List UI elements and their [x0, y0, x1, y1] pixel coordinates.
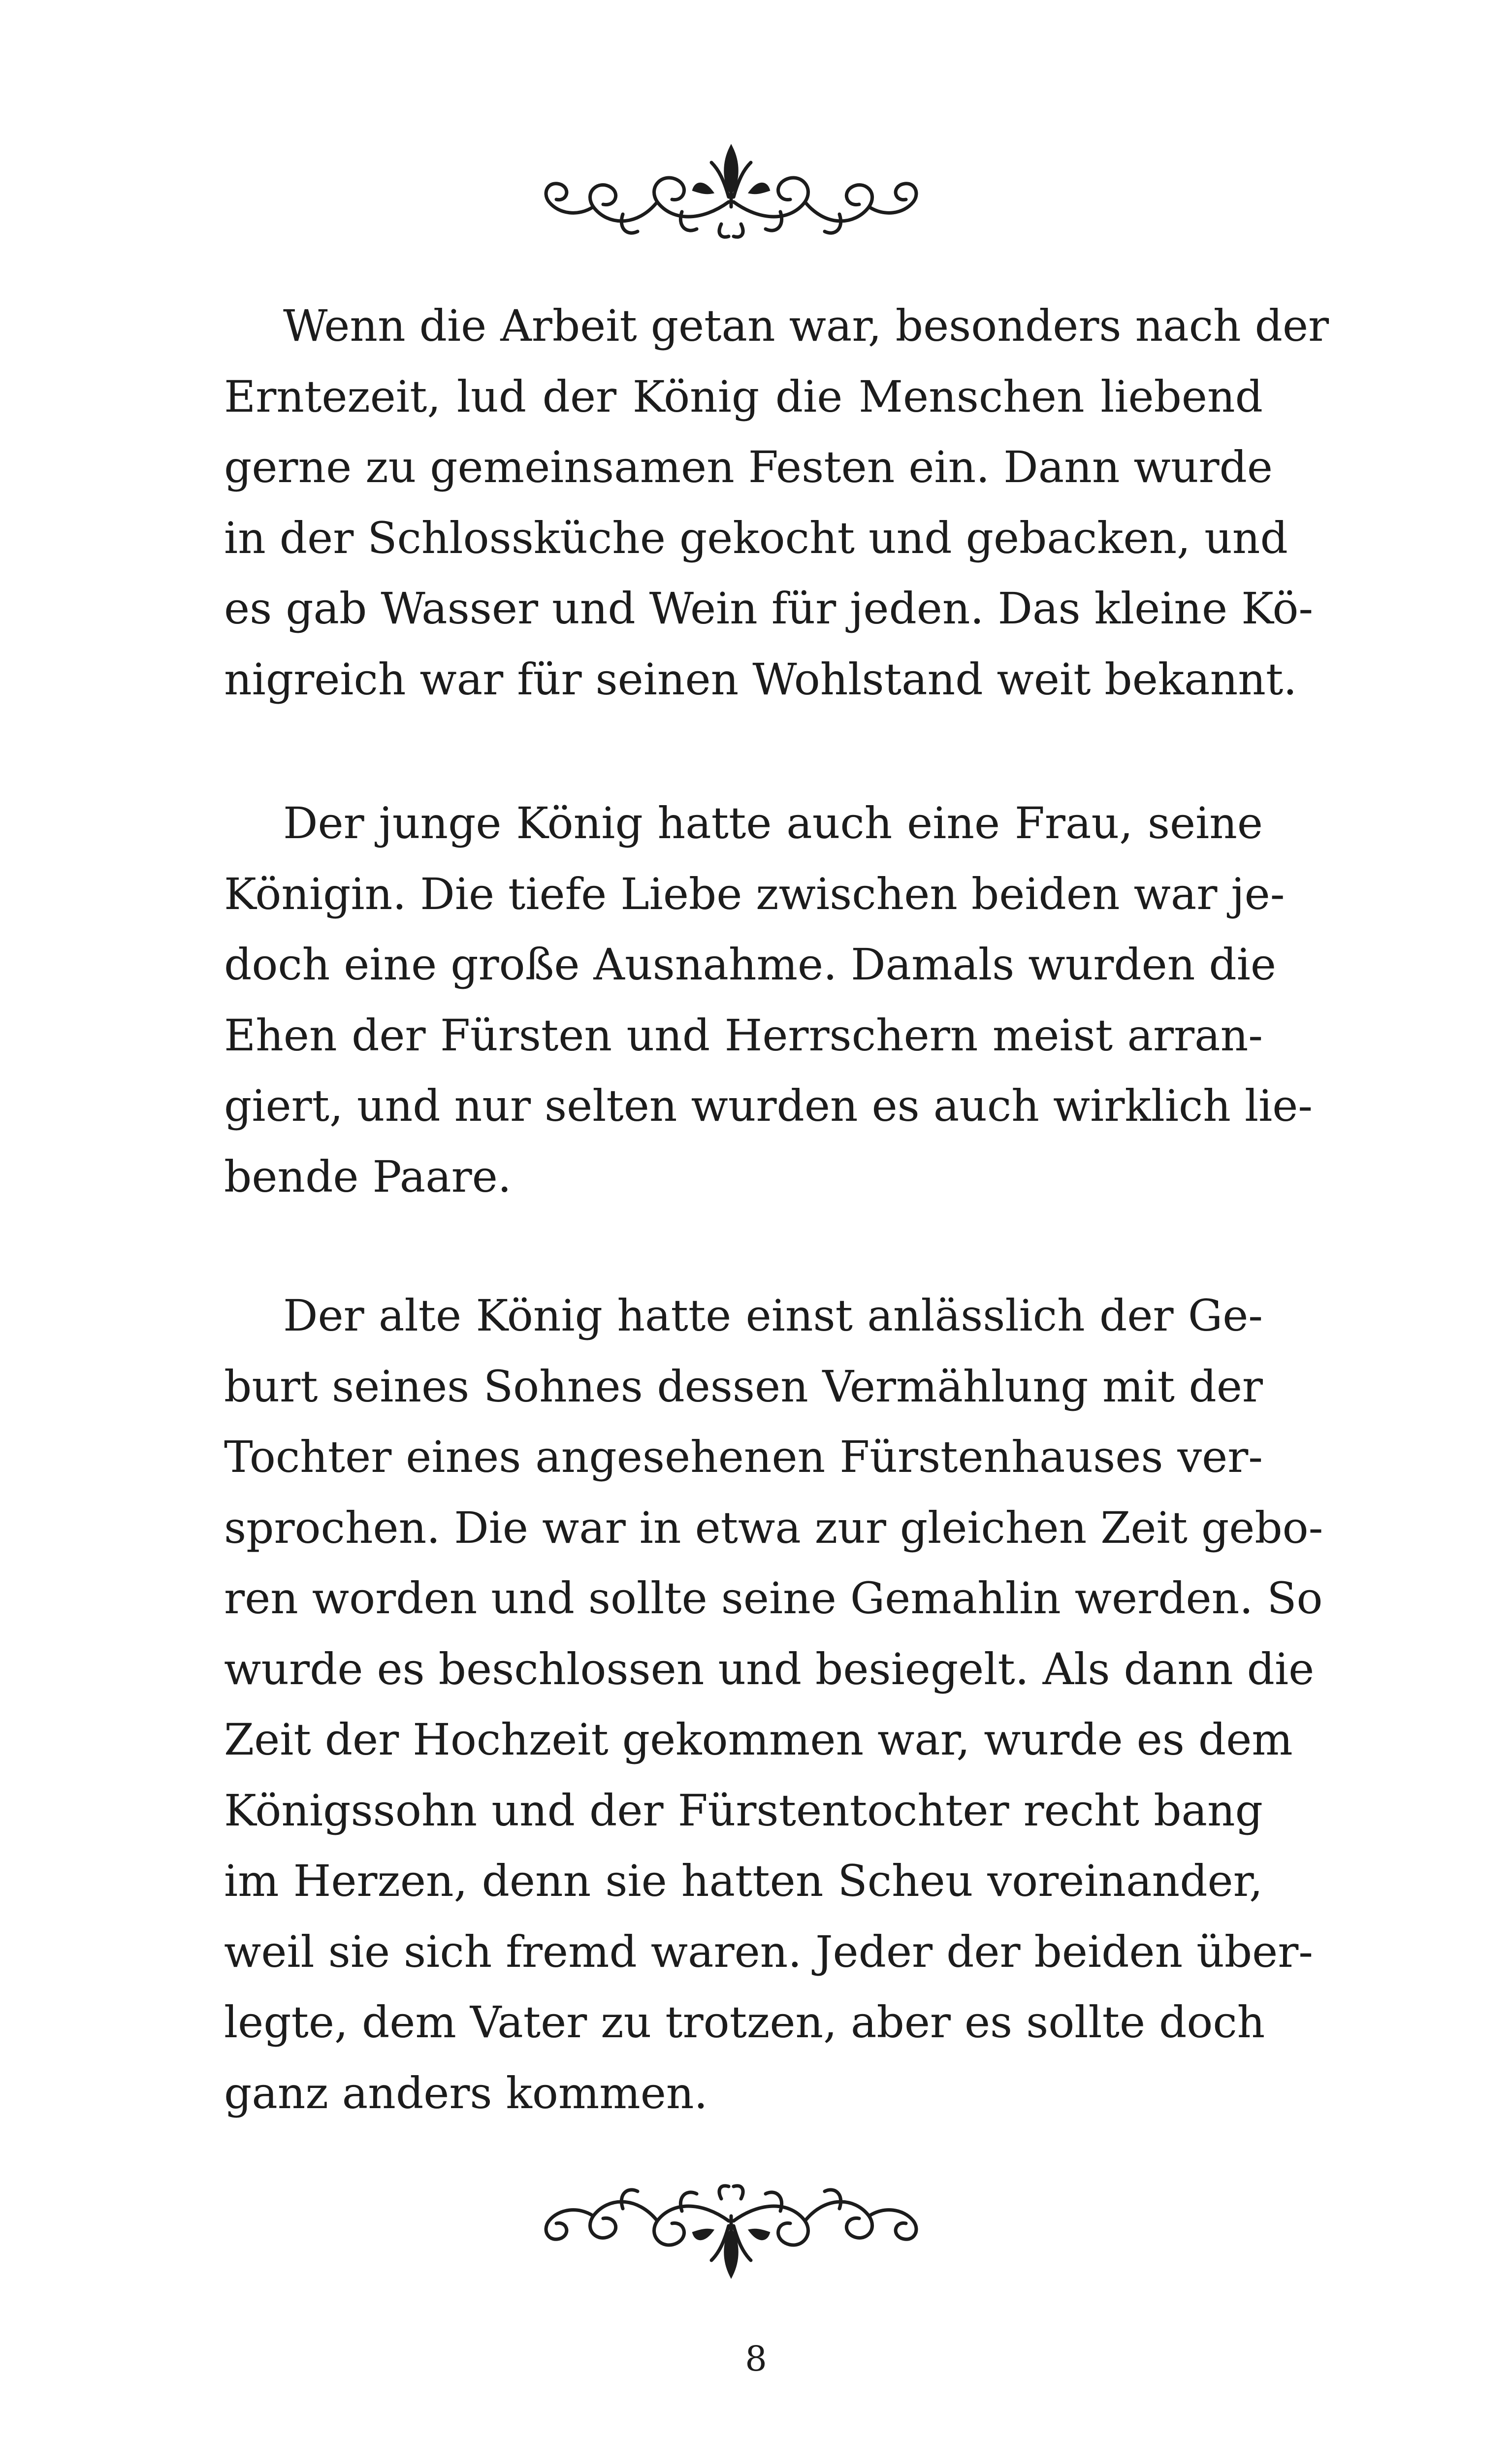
- text-line: Wenn die Arbeit getan war, besonders nach der: [283, 300, 1329, 351]
- text-line: ren worden und sollte seine Gemahlin werden. So: [224, 1573, 1323, 1624]
- text-line: wurde es beschlossen und besiegelt. Als dann die: [224, 1643, 1315, 1694]
- flourish-ornament-icon: [534, 2177, 928, 2290]
- text-line: doch eine große Ausnahme. Damals wurden die: [224, 939, 1276, 990]
- text-line: nigreich war für seinen Wohlstand weit bekannt.: [224, 653, 1297, 705]
- flourish-ornament-icon: [534, 133, 928, 246]
- text-line: im Herzen, denn sie hatten Scheu voreinander,: [224, 1856, 1263, 1906]
- text-line: burt seines Sohnes dessen Vermählung mit der: [224, 1361, 1263, 1412]
- text-line: gerne zu gemeinsamen Festen ein. Dann wurde: [224, 442, 1273, 492]
- text-line: Königssohn und der Fürstentochter recht bang: [224, 1785, 1263, 1836]
- text-line: ganz anders kommen.: [224, 2067, 708, 2118]
- paragraph-3: [224, 1280, 1323, 2128]
- text-line: Der alte König hatte einst anlässlich der Ge-: [283, 1290, 1263, 1341]
- text-line: Tochter eines angesehenen Fürstenhauses ver-: [224, 1432, 1263, 1482]
- page-number: 8: [745, 2339, 767, 2379]
- text-line: Königin. Die tiefe Liebe zwischen beiden war je-: [224, 868, 1285, 919]
- text-line: Ehen der Fürsten und Herrschern meist arran-: [224, 1010, 1263, 1061]
- text-line: es gab Wasser und Wein für jeden. Das kleine Kö-: [224, 583, 1314, 634]
- text-line: legte, dem Vater zu trotzen, aber es sollte doch: [224, 1997, 1265, 2048]
- text-line: Der junge König hatte auch eine Frau, seine: [283, 798, 1263, 848]
- text-line: in der Schlossküche gekocht und gebacken, und: [224, 512, 1288, 563]
- text-line: weil sie sich fremd waren. Jeder der beiden über-: [224, 1926, 1314, 1977]
- text-line: giert, und nur selten wurden es auch wirklich lie-: [224, 1080, 1313, 1131]
- paragraph-1: [224, 291, 1329, 715]
- top-flourish-ornament: [534, 133, 928, 246]
- paragraph-2: [224, 788, 1313, 1212]
- text-line: bende Paare.: [224, 1151, 512, 1202]
- text-line: Zeit der Hochzeit gekommen war, wurde es dem: [224, 1714, 1293, 1765]
- bottom-flourish-ornament: [534, 2177, 928, 2290]
- text-line: sprochen. Die war in etwa zur gleichen Zeit gebo-: [224, 1502, 1323, 1553]
- text-line: Erntezeit, lud der König die Menschen liebend: [224, 371, 1263, 422]
